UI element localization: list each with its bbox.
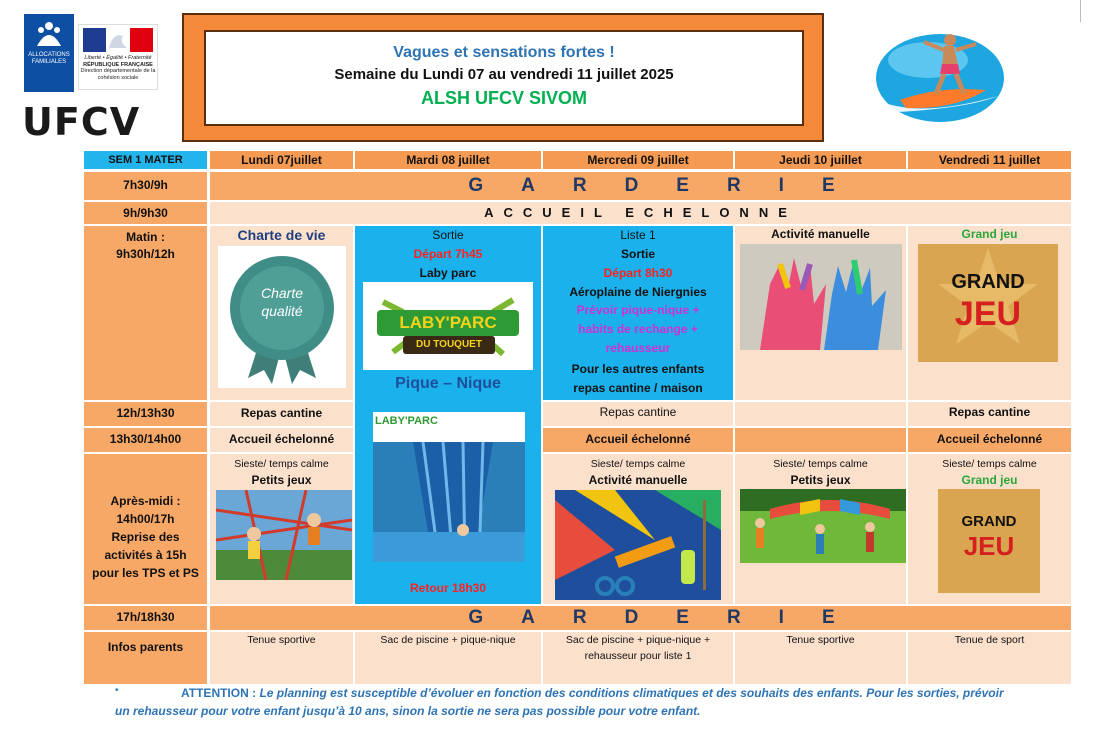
wednesday-prevoir: Prévoir pique-nique + habits de rechange + rehausseur bbox=[576, 303, 700, 355]
corner-cell: SEM 1 MATER bbox=[84, 151, 207, 169]
monday-matin bbox=[210, 226, 353, 400]
friday-apres-midi bbox=[908, 454, 1071, 604]
parachute-game-photo bbox=[740, 489, 906, 563]
wednesday-pm-line1: Sieste/ temps calme bbox=[590, 458, 686, 470]
wednesday-sortie bbox=[543, 226, 733, 400]
tuesday-sortie bbox=[355, 226, 541, 604]
day-header-tuesday: Mardi 08 juillet bbox=[355, 151, 541, 169]
climbing-kids-photo bbox=[216, 490, 352, 580]
grand-jeu-small-image bbox=[938, 489, 1040, 593]
tuesday-place: Laby parc bbox=[419, 266, 477, 280]
grand-jeu-small-word2: JEU bbox=[963, 531, 1015, 561]
labyparc-subtitle: DU TOUQUET bbox=[416, 339, 482, 350]
day-header-friday: Vendredi 11 juillet bbox=[908, 151, 1071, 169]
monday-pm-line2: Petits jeux bbox=[251, 473, 312, 487]
thursday-apres-midi bbox=[735, 454, 906, 604]
wednesday-place: Aéroplaine de Niergnies bbox=[569, 285, 707, 299]
thursday-accueil-empty bbox=[735, 428, 906, 452]
time-apres-midi: Après-midi : 14h00/17h Reprise des activités à 15h pour les TPS et PS bbox=[84, 454, 207, 604]
labyparc-title: LABY'PARC bbox=[399, 313, 497, 332]
wednesday-accueil: Accueil échelonné bbox=[543, 428, 733, 452]
time-garderie-pm: 17h/18h30 bbox=[84, 606, 207, 630]
monday-repas: Repas cantine bbox=[210, 402, 353, 426]
friday-repas: Repas cantine bbox=[908, 402, 1071, 426]
week-label: Semaine du Lundi 07 au vendredi 11 juillet 2025 bbox=[334, 66, 674, 83]
wednesday-infos: Sac de piscine + pique-nique + rehausseur pour liste 1 bbox=[543, 632, 733, 684]
friday-matin bbox=[908, 226, 1071, 400]
caf-logo bbox=[24, 14, 74, 92]
thursday-pm-line1: Sieste/ temps calme bbox=[773, 458, 868, 470]
footer-bullet: • bbox=[115, 685, 119, 696]
attention-text: Le planning est susceptible d’évoluer en fonction des conditions climatiques et des souhaits des enfants. Pour les sorties, prévoir un rehausseur pour votre enfant jusqu’à 10 ans, sinon la sortie ne sera pas possible pour votre enfant. bbox=[115, 686, 1004, 718]
garderie-pm-row: GARDERIE bbox=[210, 606, 1071, 630]
wednesday-repas: Repas cantine bbox=[543, 402, 733, 426]
wednesday-line2: Sortie bbox=[620, 247, 655, 261]
attention-note bbox=[115, 684, 1015, 720]
garderie-am-row: GARDERIE bbox=[210, 172, 1071, 200]
painted-hands-photo bbox=[740, 244, 902, 350]
craft-supplies-photo bbox=[555, 490, 721, 600]
day-header-wednesday: Mercredi 09 juillet bbox=[543, 151, 733, 169]
badge-text bbox=[218, 284, 346, 320]
thursday-infos: Tenue sportive bbox=[735, 632, 906, 684]
friday-infos: Tenue de sport bbox=[908, 632, 1071, 684]
time-repas: 12h/13h30 bbox=[84, 402, 207, 426]
wednesday-pm-line2: Activité manuelle bbox=[588, 473, 688, 487]
surfer-illustration bbox=[858, 20, 1018, 128]
friday-matin-title: Grand jeu bbox=[961, 227, 1018, 241]
badge-line1: Charte bbox=[260, 285, 304, 301]
marianne-flag-icon bbox=[83, 28, 153, 52]
grand-jeu-small-word1: GRAND bbox=[961, 513, 1017, 530]
time-garderie-am: 7h30/9h bbox=[84, 172, 207, 200]
tuesday-infos: Sac de piscine + pique-nique bbox=[355, 632, 541, 684]
tuesday-retour: Retour 18h30 bbox=[409, 581, 487, 595]
day-header-thursday: Jeudi 10 juillet bbox=[735, 151, 906, 169]
center-name: ALSH UFCV SIVOM bbox=[420, 88, 587, 108]
labyparc-logo bbox=[363, 282, 533, 370]
republique-francaise-logo bbox=[78, 24, 158, 90]
grand-jeu-word2: JEU bbox=[954, 295, 1022, 333]
badge-line2: qualité bbox=[261, 303, 303, 319]
monday-accueil: Accueil échelonné bbox=[210, 428, 353, 452]
accueil-echelonne-row: ACCUEIL ECHELONNE bbox=[210, 202, 1071, 224]
ufcv-logo: UFCV bbox=[22, 100, 141, 144]
wednesday-line1: Liste 1 bbox=[620, 228, 656, 242]
tuesday-depart: Départ 7h45 bbox=[413, 247, 483, 261]
wednesday-apres-midi bbox=[543, 454, 733, 604]
caf-family-icon bbox=[34, 20, 64, 48]
water-slide-logo: LABY'PARC bbox=[375, 415, 438, 427]
grand-jeu-image bbox=[918, 244, 1058, 362]
page-title: Vagues et sensations fortes ! bbox=[393, 44, 615, 61]
thursday-pm-line2: Petits jeux bbox=[790, 473, 851, 487]
wednesday-autres: Pour les autres enfants repas cantine / maison bbox=[571, 362, 705, 395]
friday-pm-line1: Sieste/ temps calme bbox=[942, 458, 1037, 470]
thursday-matin-title: Activité manuelle bbox=[771, 227, 870, 241]
monday-apres-midi bbox=[210, 454, 353, 604]
rf-motto: Liberté • Égalité • Fraternité bbox=[84, 55, 152, 61]
friday-accueil: Accueil échelonné bbox=[908, 428, 1071, 452]
header-box bbox=[204, 30, 804, 126]
monday-infos: Tenue sportive bbox=[210, 632, 353, 684]
time-infos: Infos parents bbox=[84, 632, 207, 684]
attention-label: ATTENTION : bbox=[181, 686, 257, 700]
tuesday-line1: Sortie bbox=[432, 228, 464, 242]
time-accueil: 9h/9h30 bbox=[84, 202, 207, 224]
wednesday-depart: Départ 8h30 bbox=[603, 266, 673, 280]
monday-pm-line1: Sieste/ temps calme bbox=[234, 458, 329, 470]
rf-name: RÉPUBLIQUE FRANÇAISE bbox=[83, 61, 153, 68]
grand-jeu-word1: GRAND bbox=[951, 271, 1025, 293]
pique-nique-label: Pique – Nique bbox=[395, 375, 501, 392]
time-accueil-pm: 13h30/14h00 bbox=[84, 428, 207, 452]
caf-text: ALLOCATIONS FAMILIALES bbox=[28, 52, 70, 65]
rf-dept: Direction départementale de la cohésion sociale bbox=[80, 68, 156, 81]
time-matin: Matin : 9h30h/12h bbox=[84, 226, 207, 400]
day-header-monday: Lundi 07juillet bbox=[210, 151, 353, 169]
page-edge-line bbox=[1080, 0, 1081, 22]
friday-pm-line2: Grand jeu bbox=[961, 473, 1018, 487]
monday-matin-title: Charte de vie bbox=[237, 227, 326, 243]
water-slide-photo bbox=[373, 412, 525, 562]
thursday-matin bbox=[735, 226, 906, 400]
thursday-repas-empty bbox=[735, 402, 906, 426]
